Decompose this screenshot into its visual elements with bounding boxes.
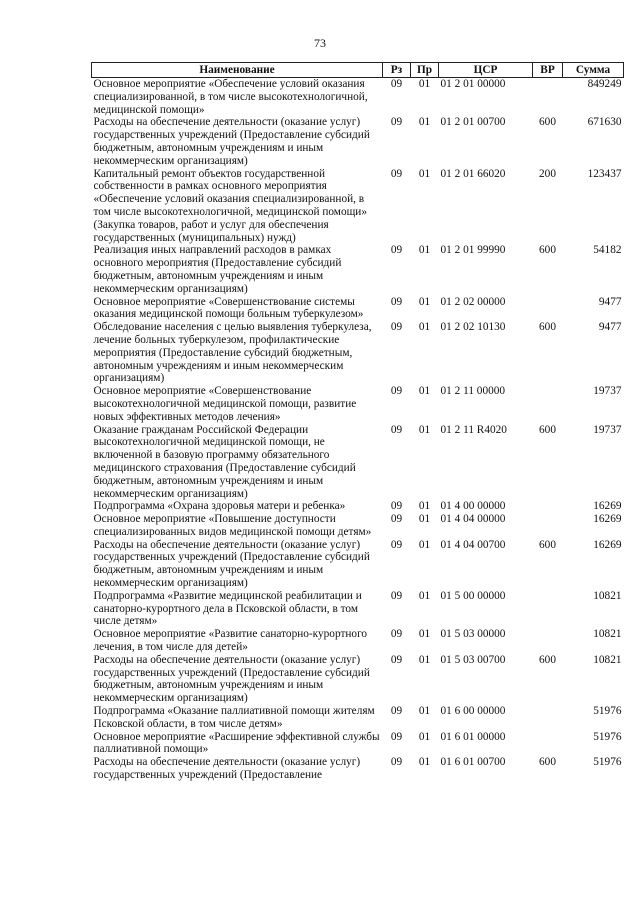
table-row (92, 385, 624, 423)
cell-rz: 09 (390, 730, 403, 743)
table-row (92, 500, 624, 513)
cell-csr: 01 2 11 R4020 (440, 423, 507, 436)
budget-table (91, 62, 624, 782)
cell-pr: 01 (418, 705, 431, 718)
cell-pr: 01 (418, 500, 431, 513)
header-name: Наименование (92, 63, 383, 78)
cell-sum: 16269 (593, 500, 622, 513)
cell-name: Реализация иных направлений расходов в рамках основного мероприятия (Предоставление субсидий бюджетным, автономным учреждениям и иным некоммерческим организациям) (93, 244, 342, 295)
cell-rz: 09 (390, 589, 403, 602)
cell-pr: 01 (418, 513, 431, 526)
cell-vr: 600 (539, 321, 556, 334)
cell-name: Основное мероприятие «Повышение доступности специализированных видов медицинской помощи детям» (93, 513, 372, 538)
cell-csr: 01 5 03 00700 (440, 653, 506, 666)
cell-sum: 9477 (598, 321, 622, 334)
cell-csr: 01 4 00 00000 (440, 500, 506, 513)
cell-name: Расходы на обеспечение деятельности (оказание услуг) государственных учреждений (Предоставление (93, 756, 361, 782)
cell-rz: 09 (390, 295, 403, 308)
table-row (92, 168, 624, 245)
table-row (92, 731, 624, 757)
cell-vr: 600 (539, 538, 556, 551)
cell-vr: 600 (539, 244, 556, 257)
cell-pr: 01 (418, 653, 431, 666)
cell-name: Основное мероприятие «Обеспечение условий оказания специализированной, в том числе высокотехнологичной, медицинской помощи» (93, 78, 368, 116)
cell-name: Расходы на обеспечение деятельности (оказание услуг) государственных учреждений (Предоставление субсидий бюджетным, автономным учреждениям и иным некоммерческим организациям) (93, 653, 370, 705)
cell-rz: 09 (390, 78, 403, 90)
cell-pr: 01 (418, 244, 431, 257)
table-row (92, 78, 624, 117)
cell-name: Оказание гражданам Российской Федерации высокотехнологичной медицинской помощи, не включенной в базовую программу обязательного медицинского страхования (Предоставление субсидий бюджетным, автономным учреждениям и иным некоммерческим организациям) (93, 423, 356, 500)
cell-sum: 671630 (587, 116, 622, 129)
cell-vr (533, 628, 563, 654)
cell-csr: 01 4 04 00700 (440, 538, 506, 551)
cell-pr: 01 (418, 756, 431, 769)
cell-csr: 01 2 01 00000 (440, 78, 506, 90)
table-row (92, 756, 624, 782)
cell-name: Подпрограмма «Оказание паллиативной помощи жителям Псковской области, в том числе детям» (93, 705, 375, 730)
cell-name: Расходы на обеспечение деятельности (оказание услуг) государственных учреждений (Предоставление субсидий бюджетным, автономным учреждениям и иным некоммерческим организациям) (93, 116, 370, 167)
cell-sum: 10821 (593, 653, 622, 666)
cell-pr: 01 (418, 589, 431, 602)
header-sum: Сумма (563, 63, 624, 78)
cell-csr: 01 4 04 00000 (440, 513, 506, 526)
cell-pr: 01 (418, 295, 431, 308)
cell-vr (533, 590, 563, 628)
cell-pr: 01 (418, 628, 431, 641)
cell-csr: 01 5 03 00000 (440, 628, 506, 641)
cell-sum: 16269 (593, 513, 622, 526)
cell-vr: 600 (539, 653, 556, 666)
cell-vr (533, 705, 563, 731)
cell-csr: 01 2 01 66020 (440, 167, 506, 180)
table-row (92, 705, 624, 731)
table-row (92, 296, 624, 322)
cell-name: Основное мероприятие «Расширение эффективной службы паллиативной помощи» (93, 730, 380, 756)
header-csr: ЦСР (439, 63, 533, 78)
cell-vr (533, 731, 563, 757)
cell-sum: 123437 (587, 167, 622, 180)
cell-rz: 09 (390, 513, 403, 526)
cell-sum: 10821 (593, 628, 622, 641)
cell-vr: 600 (539, 116, 556, 129)
cell-csr: 01 2 01 00700 (440, 116, 506, 129)
cell-csr: 01 6 01 00000 (440, 730, 506, 743)
cell-csr: 01 2 11 00000 (440, 385, 506, 398)
cell-vr: 600 (539, 423, 556, 436)
cell-sum: 10821 (593, 589, 622, 602)
cell-sum: 19737 (593, 385, 622, 398)
cell-rz: 09 (390, 653, 403, 666)
cell-csr: 01 5 00 00000 (440, 589, 506, 602)
table-row (92, 244, 624, 295)
header-vr: ВР (533, 63, 563, 78)
cell-pr: 01 (418, 321, 431, 334)
table-row (92, 513, 624, 539)
cell-sum: 51976 (593, 756, 622, 769)
table-row (92, 424, 624, 501)
cell-csr: 01 2 02 10130 (440, 321, 506, 334)
cell-sum: 9477 (598, 295, 622, 308)
cell-vr (533, 296, 563, 322)
cell-rz: 09 (390, 628, 403, 641)
cell-pr: 01 (418, 423, 431, 436)
cell-vr (533, 500, 563, 513)
cell-rz: 09 (390, 116, 403, 129)
cell-sum: 16269 (593, 538, 622, 551)
cell-sum: 51976 (593, 730, 622, 743)
cell-csr: 01 2 02 00000 (440, 295, 506, 308)
cell-rz: 09 (390, 538, 403, 551)
cell-vr (533, 385, 563, 423)
table-row (92, 321, 624, 385)
table-row (92, 539, 624, 590)
cell-name: Основное мероприятие «Совершенствование высокотехнологичной медицинской помощи, развитие новых эффективных методов лечения» (93, 385, 357, 423)
cell-vr: 600 (539, 756, 556, 769)
cell-name: Расходы на обеспечение деятельности (оказание услуг) государственных учреждений (Предоставление субсидий бюджетным, автономным учреждениям и иным некоммерческим организациям) (93, 538, 370, 590)
cell-csr: 01 6 00 00000 (440, 705, 506, 718)
cell-csr: 01 6 01 00700 (440, 756, 506, 769)
cell-name: Капитальный ремонт объектов государственной собственности в рамках основного мероприятия «Обеспечение условий оказания специализированной, в том числе высокотехнологичной, медицинской помощи» (Закупка товаров, работ и услуг для обеспечения государственных (муниципальных) нужд) (93, 167, 368, 244)
cell-sum: 51976 (593, 705, 622, 718)
cell-name: Основное мероприятие «Совершенствование системы оказания медицинской помощи больным туберкулезом» (93, 295, 364, 321)
cell-rz: 09 (390, 705, 403, 718)
cell-rz: 09 (390, 385, 403, 398)
header-pr: Пр (411, 63, 439, 78)
cell-pr: 01 (418, 538, 431, 551)
table-row (92, 654, 624, 705)
table-row (92, 590, 624, 628)
cell-csr: 01 2 01 99990 (440, 244, 506, 257)
cell-rz: 09 (390, 321, 403, 334)
cell-name: Подпрограмма «Развитие медицинской реабилитации и санаторно-курортного дела в Псковской области, в том числе детям» (93, 589, 362, 628)
header-rz: Рз (383, 63, 411, 78)
page-number: 73 (314, 36, 326, 50)
table-row (92, 628, 624, 654)
cell-vr: 200 (539, 167, 556, 180)
cell-vr (533, 513, 563, 539)
cell-rz: 09 (390, 756, 403, 769)
cell-pr: 01 (418, 116, 431, 129)
cell-sum: 849249 (587, 78, 622, 90)
table-header-row (92, 63, 624, 78)
cell-name: Обследование населения с целью выявления туберкулеза, лечение больных туберкулезом, профилактические мероприятия (Предоставление субсидий бюджетным, автономным учреждениям и иным некоммерческим организациям) (93, 321, 372, 385)
cell-rz: 09 (390, 500, 403, 513)
cell-vr (533, 78, 563, 117)
cell-name: Подпрограмма «Охрана здоровья матери и ребенка» (93, 500, 346, 513)
cell-pr: 01 (418, 730, 431, 743)
cell-pr: 01 (418, 167, 431, 180)
cell-rz: 09 (390, 244, 403, 257)
cell-name: Основное мероприятие «Развитие санаторно-курортного лечения, в том числе для детей» (93, 628, 368, 654)
cell-pr: 01 (418, 78, 431, 90)
table-row (92, 116, 624, 167)
cell-rz: 09 (390, 423, 403, 436)
cell-pr: 01 (418, 385, 431, 398)
cell-sum: 19737 (593, 423, 622, 436)
cell-sum: 54182 (593, 244, 622, 257)
cell-rz: 09 (390, 167, 403, 180)
